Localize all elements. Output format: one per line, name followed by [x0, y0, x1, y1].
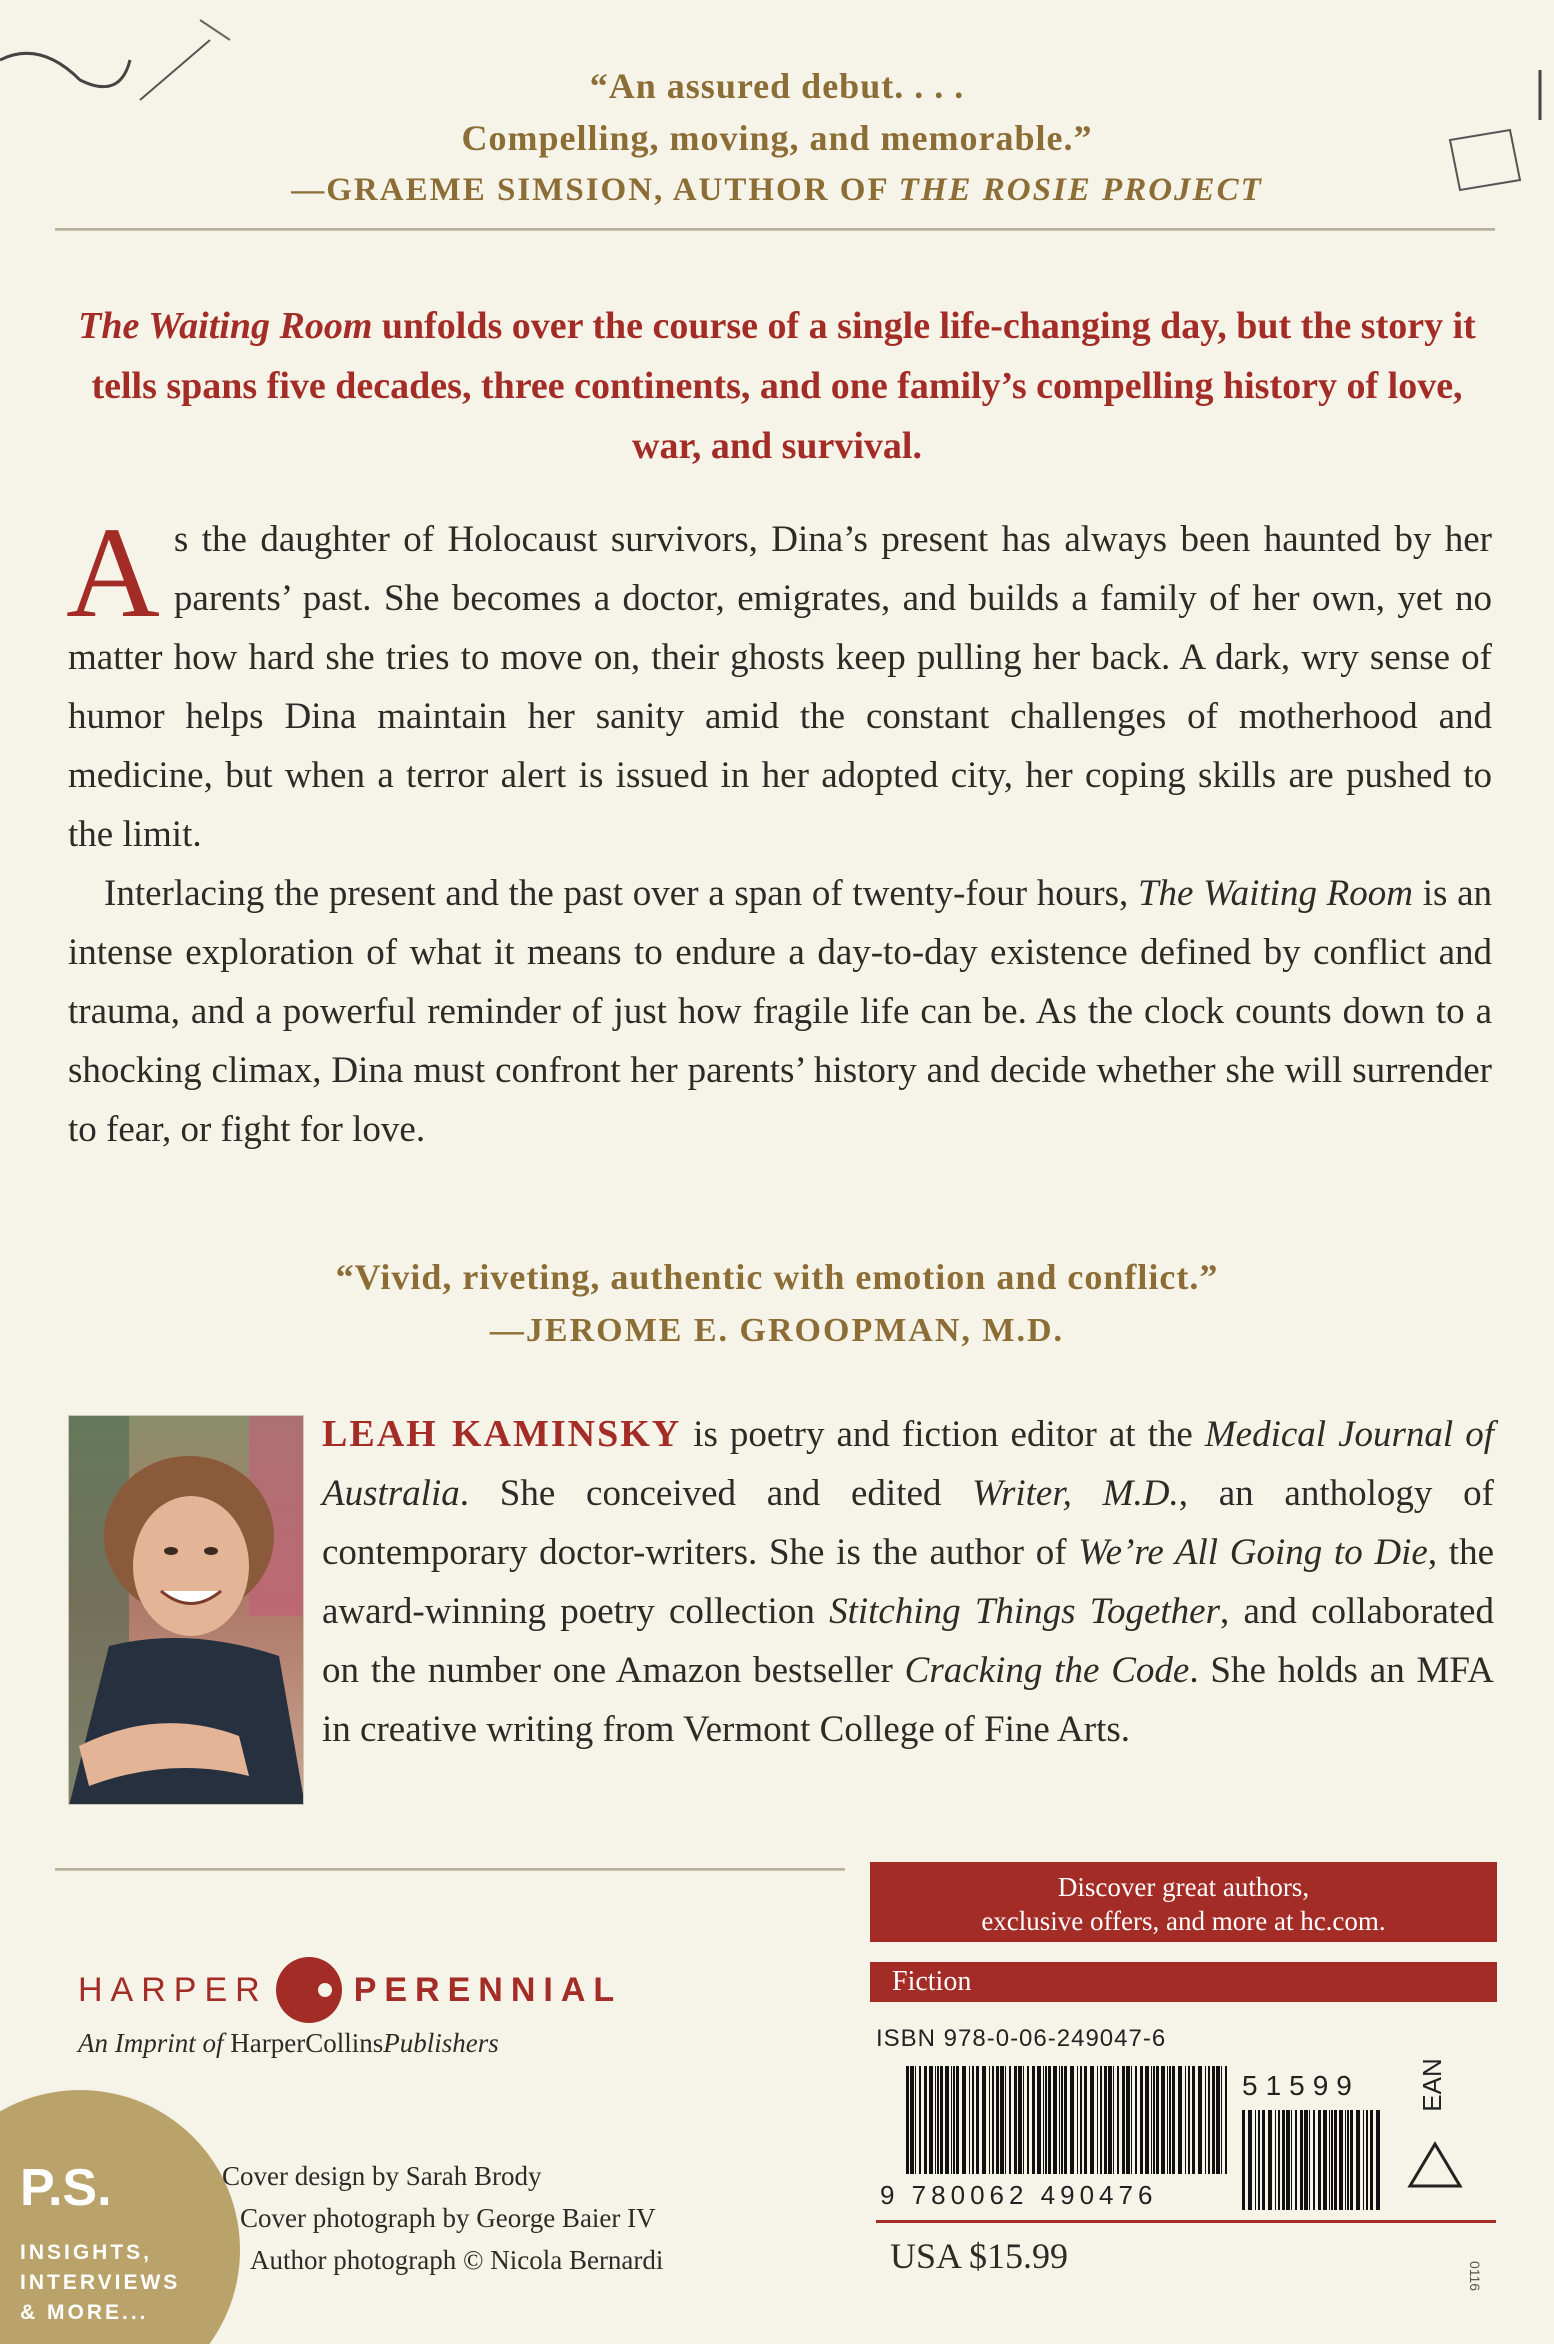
barcode-bar	[1370, 2110, 1373, 2210]
barcode-bar	[1126, 2066, 1130, 2174]
barcode-bar	[1212, 2066, 1215, 2174]
barcode-bar	[1323, 2110, 1327, 2210]
barcode-bar	[924, 2066, 927, 2174]
barcode-bar	[910, 2066, 914, 2174]
author-journal: Medical Journal of Australia	[322, 1414, 1495, 1514]
addon-digits: 51599	[1242, 2070, 1360, 2101]
barcode-bar	[992, 2066, 994, 2174]
barcode-bar	[1345, 2110, 1346, 2210]
description-p2-end: is an intense exploration of what it means to endure a day-to-day existence defined by conflict and trauma, and a powerful reminder of just how fragile life can be. As the clock counts down to a shocking climax, Dina must confront her parents’ history and decide whether she will surrender to fear, or fight for love.	[68, 873, 1493, 1150]
barcode-bar	[1090, 2066, 1094, 2174]
barcode-bar	[982, 2066, 986, 2174]
barcode-bar	[1113, 2066, 1114, 2174]
author-name: LEAH KAMINSKY	[322, 1413, 682, 1455]
publisher-imprint	[78, 2028, 499, 2059]
drop-cap: A	[66, 501, 160, 645]
ps-badge-line-1: INSIGHTS,	[20, 2241, 153, 2264]
barcode-bar	[1059, 2066, 1060, 2174]
credits	[222, 2155, 663, 2281]
description-p1-text: s the daughter of Holocaust survivors, Dina’s present has always been haunted by her parents’ past. She becomes a doctor, emigrates, and builds a family of her own, yet no matter how hard she tries to move on, their ghosts keep pulling her back. A dark, wry sense of humor helps Dina maintain her sanity amid the constant challenges of motherhood and medicine, but when a terror alert is issued in her adopted city, her coping skills are pushed to the limit.	[68, 519, 1492, 855]
barcode-bar	[1064, 2066, 1067, 2174]
description-paragraph-1	[66, 501, 1492, 864]
barcode-bar	[945, 2066, 949, 2174]
tagline	[60, 296, 1494, 476]
barcode-bar	[1278, 2110, 1280, 2210]
barcode-bar	[1376, 2110, 1380, 2210]
publisher-harper: HARPER	[78, 1970, 268, 2009]
promo-line-1: Discover great authors,	[1057, 1872, 1310, 1902]
genre-label: Fiction	[870, 1962, 1497, 2002]
barcode-bar	[951, 2066, 952, 2174]
barcode-bar	[976, 2066, 979, 2174]
credit-author-photo: Author photograph © Nicola Bernardi	[250, 2245, 664, 2275]
top-review-quote	[0, 60, 1554, 216]
barcode-bar	[1329, 2110, 1330, 2210]
barcode-bar	[1032, 2066, 1035, 2174]
barcode-bar	[1339, 2110, 1343, 2210]
publisher-logo	[78, 1960, 622, 2020]
barcode-bar	[1185, 2066, 1186, 2174]
barcode-bar	[1188, 2066, 1190, 2174]
author-photo	[68, 1415, 304, 1805]
barcode-bar	[1151, 2066, 1152, 2174]
top-quote-attribution-title: THE ROSIE PROJECT	[898, 172, 1263, 208]
barcode-bar	[1048, 2066, 1051, 2174]
ps-badge-line-2: INTERVIEWS	[20, 2271, 181, 2294]
author-book-were-all-going-to-die: We’re All Going to Die	[1078, 1532, 1428, 1573]
ps-badge-title: P.S.	[20, 2159, 112, 2217]
barcode-bar	[1061, 2066, 1063, 2174]
barcode-bar	[1014, 2066, 1017, 2174]
barcode-bar	[1053, 2066, 1057, 2174]
barcode-bar	[1009, 2066, 1011, 2174]
barcode-bar	[1117, 2066, 1119, 2174]
barcode-bar	[1304, 2110, 1308, 2210]
description-p2-title: The Waiting Room	[1137, 873, 1413, 914]
barcode-bar	[915, 2066, 916, 2174]
barcode-bar	[940, 2066, 943, 2174]
barcode-bar	[1178, 2066, 1182, 2174]
barcode-bar	[1097, 2066, 1098, 2174]
top-divider	[55, 228, 1495, 231]
isbn: ISBN 978-0-06-249047-6	[876, 2025, 1167, 2052]
barcode-bar	[1248, 2110, 1252, 2210]
barcode-bar	[1282, 2110, 1285, 2210]
barcode-bar	[1084, 2066, 1087, 2174]
barcode-bar	[1205, 2066, 1206, 2174]
barcode-bar	[1023, 2066, 1024, 2174]
barcode-bar	[1255, 2110, 1256, 2210]
ean-label: EAN	[1417, 2058, 1447, 2112]
barcode-bar	[1363, 2110, 1364, 2210]
price-divider	[876, 2220, 1496, 2223]
barcode-bar	[1258, 2110, 1260, 2210]
second-quote-attribution: —JEROME E. GROOPMAN, M.D.	[489, 1312, 1065, 1349]
tagline-text: unfolds over the course of a single life-changing day, but the story it tells spans five decades, three continents, and one family’s compelling history of love, war, and survival.	[91, 305, 1476, 467]
barcode-bar	[1018, 2066, 1022, 2174]
barcode-bar	[1268, 2110, 1272, 2210]
barcode-bar	[1334, 2110, 1337, 2210]
barcode-bar	[1043, 2066, 1044, 2174]
promo-banner	[870, 1862, 1497, 1942]
barcode-bar	[1104, 2066, 1107, 2174]
barcode-bar	[972, 2066, 974, 2174]
barcode-bar	[1198, 2066, 1202, 2174]
barcode-bar	[1331, 2110, 1333, 2210]
top-quote-line-2: Compelling, moving, and memorable.”	[461, 118, 1093, 158]
addon-barcode	[1242, 2110, 1382, 2210]
barcode-bar	[969, 2066, 970, 2174]
barcode-bar	[1108, 2066, 1112, 2174]
book-description	[66, 501, 1493, 1159]
promo-line-2: exclusive offers, and more at hc.com.	[981, 1906, 1386, 1936]
barcode-bar	[1300, 2110, 1303, 2210]
imprint-name: HarperCollins	[230, 2028, 384, 2058]
barcode-bar	[1291, 2110, 1292, 2210]
triangle-icon	[1406, 2140, 1464, 2190]
barcode-digits: 9 780062 490476	[880, 2180, 1158, 2210]
author-bio	[322, 1405, 1494, 1759]
barcode-bar	[929, 2066, 933, 2174]
barcode-bar	[956, 2066, 959, 2174]
barcode-bar	[1295, 2110, 1297, 2210]
barcode-bar	[1286, 2110, 1290, 2210]
barcode-bar	[919, 2066, 921, 2174]
tagline-title: The Waiting Room	[78, 305, 373, 347]
barcode-bar	[1005, 2066, 1006, 2174]
barcode-bar	[1169, 2066, 1171, 2174]
author-book-stitching-things-together: Stitching Things Together	[829, 1591, 1221, 1632]
second-review-quote	[0, 1250, 1554, 1358]
author-bio-text-3: , an anthology of contemporary doctor-writers. She is the author of	[322, 1473, 1495, 1573]
barcode-bar	[1225, 2066, 1227, 2174]
barcode-bar	[1045, 2066, 1047, 2174]
barcode-bar	[1275, 2110, 1276, 2210]
publisher-perennial: PERENNIAL	[353, 1970, 623, 2009]
barcode-bar	[1313, 2110, 1315, 2210]
barcode-bar	[1135, 2066, 1137, 2174]
barcode-bar	[962, 2066, 966, 2174]
barcode-bar	[1122, 2066, 1125, 2174]
author-bio-text-4: , the award-winning poetry collection	[322, 1532, 1494, 1632]
barcode-bar	[937, 2066, 939, 2174]
footer-divider	[55, 1868, 845, 1871]
barcode-bar	[1347, 2110, 1349, 2210]
barcode-bar	[953, 2066, 955, 2174]
top-quote-attribution	[0, 164, 1554, 216]
perennial-circle-icon	[276, 1957, 342, 2023]
credit-cover-photo: Cover photograph by George Baier IV	[240, 2203, 656, 2233]
barcode-bar	[989, 2066, 990, 2174]
barcode-bar	[1216, 2066, 1220, 2174]
barcode-bar	[1080, 2066, 1082, 2174]
print-code: 0116	[1467, 2260, 1484, 2292]
credit-cover-design: Cover design by Sarah Brody	[222, 2161, 542, 2191]
barcode-bar	[1077, 2066, 1078, 2174]
barcode-bar	[1221, 2066, 1222, 2174]
barcode-bar	[1140, 2066, 1143, 2174]
barcode-bar	[1070, 2066, 1074, 2174]
barcode-bar	[1037, 2066, 1041, 2174]
author-bio-text-5: , and collaborated on the number one Amazon bestseller	[322, 1591, 1494, 1691]
barcode-bar	[1131, 2066, 1132, 2174]
barcode-bar	[1156, 2066, 1159, 2174]
description-paragraph-2	[68, 864, 1492, 1159]
barcode-bar	[1366, 2110, 1368, 2210]
top-quote-line-1: “An assured debut. . . .	[589, 66, 965, 106]
second-quote-line: “Vivid, riveting, authentic with emotion and conflict.”	[335, 1257, 1219, 1297]
barcode-bar	[1192, 2066, 1195, 2174]
barcode-bar	[1100, 2066, 1102, 2174]
author-bio-text-1: is poetry and fiction editor at the	[681, 1414, 1205, 1455]
barcode-bar	[1350, 2110, 1353, 2210]
ps-badge-subtitle	[20, 2238, 180, 2328]
barcode-bar	[1262, 2110, 1265, 2210]
author-book-writer-md: Writer, M.D.	[972, 1473, 1179, 1514]
price: USA $15.99	[890, 2236, 1069, 2276]
imprint-suffix: Publishers	[383, 2028, 499, 2058]
ps-badge-line-3: & MORE...	[20, 2301, 149, 2324]
barcode-bar	[1172, 2066, 1175, 2174]
barcode-bar	[1208, 2066, 1210, 2174]
barcode-bar	[1027, 2066, 1029, 2174]
barcode-bar	[906, 2066, 909, 2174]
barcode-bar	[1356, 2110, 1360, 2210]
barcode-bar	[1318, 2110, 1321, 2210]
barcode-bar	[1145, 2066, 1149, 2174]
barcode	[906, 2066, 1231, 2174]
barcode-bar	[996, 2066, 999, 2174]
author-book-cracking-the-code: Cracking the Code	[904, 1650, 1190, 1691]
barcode-bar	[935, 2066, 936, 2174]
imprint-prefix: An Imprint of	[78, 2028, 231, 2058]
author-bio-text-2: . She conceived and edited	[459, 1473, 973, 1514]
barcode-bar	[1161, 2066, 1165, 2174]
barcode-bar	[1242, 2110, 1245, 2210]
barcode-bar	[1000, 2066, 1004, 2174]
top-quote-attribution-prefix: —GRAEME SIMSION, AUTHOR OF	[291, 172, 899, 208]
barcode-bar	[1167, 2066, 1168, 2174]
description-p2-start: Interlacing the present and the past over a span of twenty-four hours,	[104, 873, 1138, 914]
author-bio-text-6: . She holds an MFA in creative writing from Vermont College of Fine Arts.	[322, 1650, 1494, 1750]
barcode-bar	[1309, 2110, 1310, 2210]
barcode-bar	[1153, 2066, 1155, 2174]
